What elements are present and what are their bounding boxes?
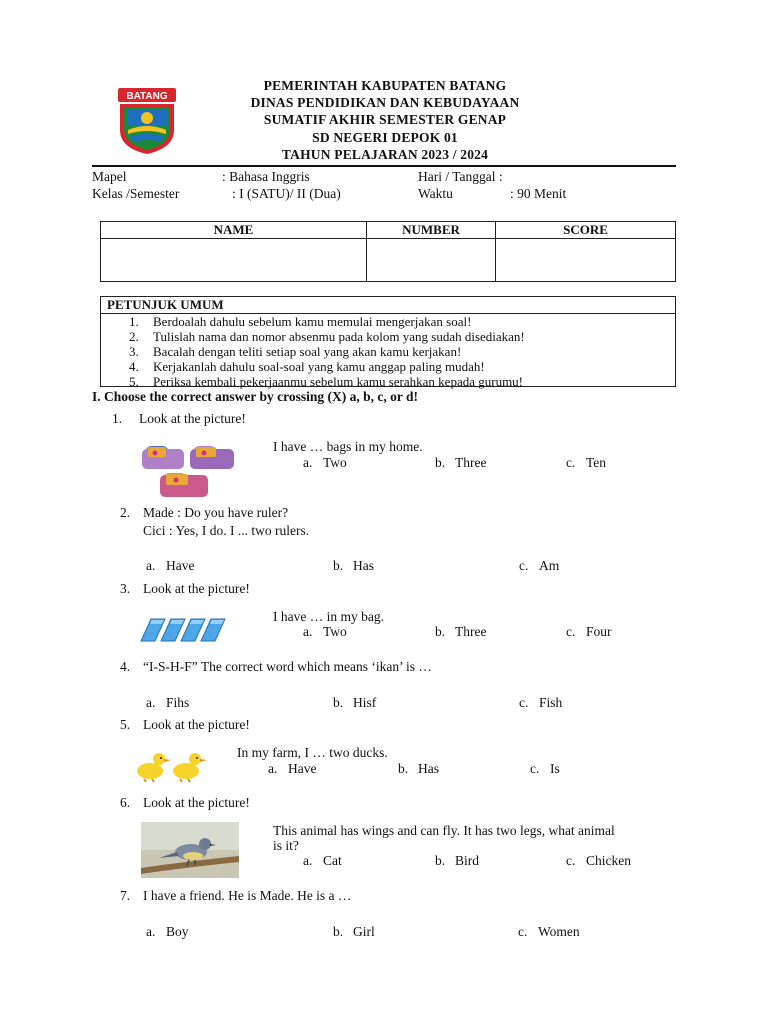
header-line-5: TAHUN PELAJARAN 2023 / 2024 [281,147,489,162]
question-prompt: Look at the picture! [143,795,250,810]
question-prompt: I have a friend. He is Made. He is a … [143,888,352,903]
header-line-2: DINAS PENDIDIKAN DAN KEBUDAYAAN [250,95,520,110]
option-a[interactable]: a. Fihs [146,695,190,710]
instruction-item: 1. Berdoalah dahulu sebelum kamu memulai mengerjakan soal! [129,314,472,329]
question-number: 4. [120,659,131,674]
hari-tanggal-label: Hari / Tanggal : [418,169,503,184]
number-header: NUMBER [367,222,496,239]
option-b[interactable]: b. Bird [435,853,480,868]
question-text: I have … bags in my home. [273,439,423,454]
question-number: 7. [120,888,131,903]
erasers-picture [137,611,233,645]
mapel-label: Mapel [92,169,127,184]
section-title: I. Choose the correct answer by crossing (X) a, b, c, or d! [92,389,418,404]
number-field[interactable] [367,239,496,282]
question-prompt: “I-S-H-F” The correct word which means ‘ikan’ is … [143,659,432,674]
option-c[interactable]: c. Ten [566,455,607,470]
option-b[interactable]: b. Has [333,558,374,573]
instructions-title: PETUNJUK UMUM [107,297,224,312]
question-prompt: Look at the picture! [139,411,246,426]
question-text-line-2: is it? [273,838,299,853]
instruction-item: 2. Tulislah nama dan nomor absenmu pada kolom yang sudah disediakan! [129,329,525,344]
svg-text:BATANG: BATANG [126,91,168,102]
option-c[interactable]: c. Is [530,761,560,776]
option-b[interactable]: b. Three [435,455,487,470]
option-c[interactable]: c. Four [566,624,612,639]
name-field[interactable] [101,239,367,282]
bird-photo [141,822,239,878]
question-number: 3. [120,581,131,596]
header-line-4: SD NEGERI DEPOK 01 [312,130,458,145]
option-a[interactable]: a. Boy [146,924,189,939]
name-header: NAME [101,222,367,239]
question-prompt: Look at the picture! [143,717,250,732]
option-c[interactable]: c. Chicken [566,853,631,868]
option-a[interactable]: a. Have [146,558,195,573]
option-a[interactable]: a. Cat [303,853,342,868]
header-rule [92,165,676,167]
question-number: 1. [112,411,123,426]
kelas-label: Kelas /Semester [92,186,180,201]
instructions-box [100,296,676,387]
option-b[interactable]: b. Three [435,624,487,639]
question-number: 6. [120,795,131,810]
option-c[interactable]: c. Am [519,558,560,573]
kelas-value: : I (SATU)/ II (Dua) [232,186,341,201]
option-b[interactable]: b. Hisf [333,695,377,710]
waktu-value: : 90 Menit [510,186,567,201]
option-a[interactable]: a. Have [268,761,317,776]
dialog-line-2: Cici : Yes, I do. I ... two rulers. [143,523,310,538]
question-text: I have … in my bag. [273,609,384,624]
bags-picture [138,437,242,499]
instruction-item: 3. Bacalah dengan teliti setiap soal yang akan kamu kerjakan! [129,344,462,359]
option-a[interactable]: a. Two [303,455,347,470]
dialog-line-1: Made : Do you have ruler? [143,505,289,520]
header-line-1: PEMERINTAH KABUPATEN BATANG [263,78,507,93]
question-prompt: Look at the picture! [143,581,250,596]
waktu-label: Waktu [418,186,453,201]
question-text: In my farm, I … two ducks. [237,745,388,760]
option-b[interactable]: b. Has [398,761,439,776]
student-id-table [100,221,676,282]
option-b[interactable]: b. Girl [333,924,375,939]
ducks-picture [134,747,210,783]
mapel-value: : Bahasa Inggris [222,169,310,184]
question-number: 5. [120,717,131,732]
question-text-line-1: This animal has wings and can fly. It has two legs, what animal [273,823,615,838]
option-a[interactable]: a. Two [303,624,347,639]
option-c[interactable]: c. Women [518,924,580,939]
score-header: SCORE [496,222,676,239]
question-number: 2. [120,505,131,520]
option-c[interactable]: c. Fish [519,695,563,710]
instruction-item: 5. Periksa kembali pekerjaanmu sebelum kamu serahkan kepada gurumu! [129,374,524,389]
score-field[interactable] [496,239,676,282]
header-line-3: SUMATIF AKHIR SEMESTER GENAP [263,112,507,127]
instruction-item: 4. Kerjakanlah dahulu soal-soal yang kamu anggap paling mudah! [129,359,485,374]
